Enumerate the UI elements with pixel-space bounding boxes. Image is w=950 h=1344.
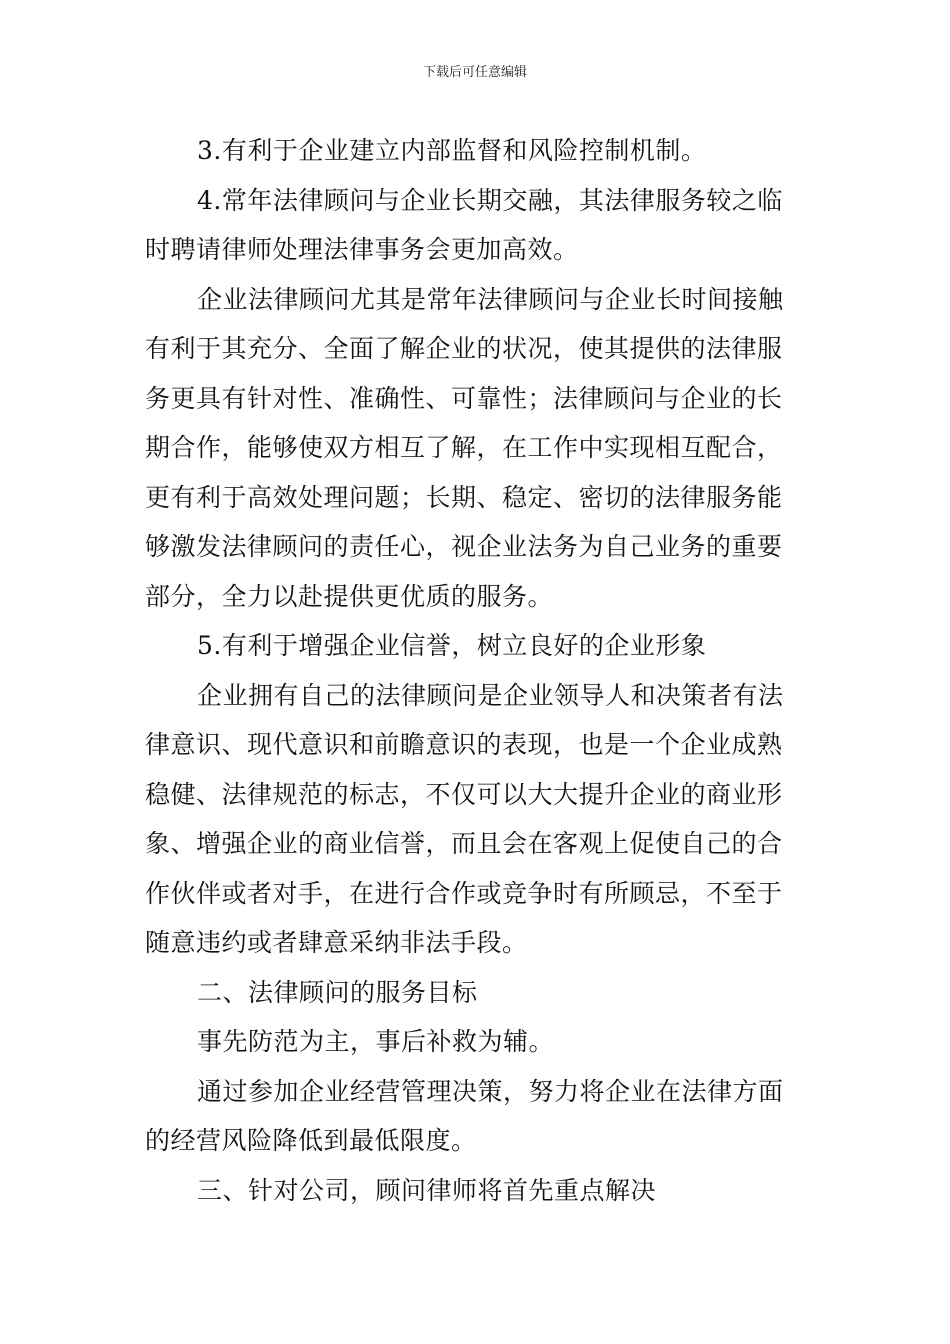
paragraph-line: 3.有利于企业建立内部监督和风险控制机制。 bbox=[197, 136, 707, 165]
paragraph-line: 5.有利于增强企业信誉，树立良好的企业形象 bbox=[197, 631, 707, 660]
paragraph-line: 务更具有针对性、准确性、可靠性；法律顾问与企业的长 bbox=[145, 383, 783, 413]
paragraph bbox=[145, 126, 810, 176]
paragraph-line: 时聘请律师处理法律事务会更加高效。 bbox=[145, 235, 579, 264]
paragraph-line: 二、法律顾问的服务目标 bbox=[197, 977, 478, 1007]
paragraph-line: 稳健、法律规范的标志，不仅可以大大提升企业的商业形 bbox=[145, 779, 783, 809]
paragraph-line: 更有利于高效处理问题；长期、稳定、密切的法律服务能 bbox=[145, 482, 783, 512]
paragraph-line: 通过参加企业经营管理决策，努力将企业在法律方面 bbox=[197, 1076, 784, 1106]
document-body bbox=[145, 126, 810, 1215]
paragraph-line: 期合作，能够使双方相互了解，在工作中实现相互配合， bbox=[145, 433, 783, 462]
paragraph-line: 律意识、现代意识和前瞻意识的表现，也是一个企业成熟 bbox=[145, 730, 783, 759]
paragraph-line: 企业法律顾问尤其是常年法律顾问与企业长时间接触 bbox=[197, 284, 784, 314]
paragraph-line: 够激发法律顾问的责任心，视企业法务为自己业务的重要 bbox=[145, 532, 783, 561]
paragraph bbox=[145, 1067, 810, 1166]
paragraph-line: 部分，全力以赴提供更优质的服务。 bbox=[145, 581, 554, 611]
paragraph-line: 有利于其充分、全面了解企业的状况，使其提供的法律服 bbox=[145, 334, 783, 363]
paragraph-line: 作伙伴或者对手，在进行合作或竞争时有所顾忌，不至于 bbox=[145, 878, 783, 908]
paragraph-line: 4.常年法律顾问与企业长期交融，其法律服务较之临 bbox=[197, 185, 783, 215]
paragraph bbox=[145, 621, 810, 671]
paragraph bbox=[145, 275, 810, 622]
paragraph-line: 企业拥有自己的法律顾问是企业领导人和决策者有法 bbox=[197, 680, 784, 710]
paragraph bbox=[145, 1166, 810, 1216]
paragraph-line: 三、针对公司，顾问律师将首先重点解决 bbox=[197, 1175, 657, 1205]
paragraph bbox=[145, 1017, 810, 1067]
paragraph bbox=[145, 176, 810, 275]
paragraph-line: 的经营风险降低到最低限度。 bbox=[145, 1126, 477, 1155]
paragraph-line: 事先防范为主，事后补救为辅。 bbox=[197, 1027, 555, 1056]
page-header: 下载后可任意编辑 bbox=[422, 65, 527, 80]
paragraph-line: 随意违约或者肆意采纳非法手段。 bbox=[145, 928, 528, 957]
paragraph bbox=[145, 671, 810, 968]
paragraph-line: 象、增强企业的商业信誉，而且会在客观上促使自己的合 bbox=[145, 829, 783, 858]
paragraph bbox=[145, 968, 810, 1018]
